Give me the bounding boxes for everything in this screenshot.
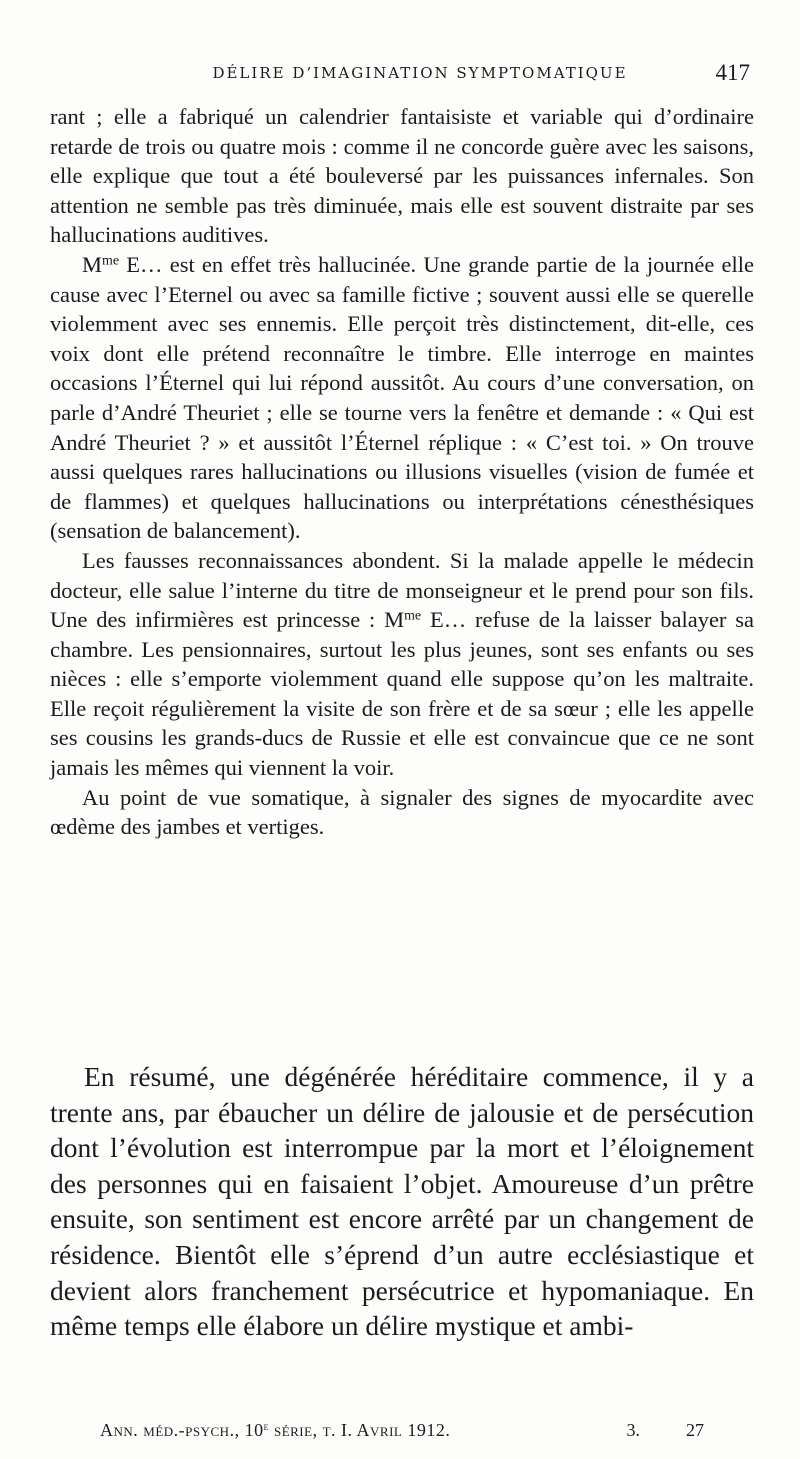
honorific-prefix: M xyxy=(82,251,103,277)
paragraph-3 xyxy=(50,546,754,783)
summary-section xyxy=(50,1059,754,1344)
sheet-number: 27 xyxy=(686,1420,704,1440)
page-footer xyxy=(100,1420,750,1446)
honorific-superscript: me xyxy=(404,608,422,624)
page-number: 417 xyxy=(715,60,750,85)
journal-citation-a: Ann. méd.-psych., 10 xyxy=(100,1420,264,1440)
summary-paragraph: En résumé, une dégénérée héréditaire commence, il y a trente ans, par ébaucher un délire de jalousie et de persécution dont l’évolution est interrompue par la mort et l’éloignement des personnes qui en faisaient l’objet. Amoureuse d’un prêtre ensuite, son sentiment est encore arrêté par un changement de résidence. Bientôt elle s’éprend d’un autre ecclésiastique et devient alors franchement persécutrice et hypomaniaque. En même temps elle élabore un délire mystique et ambi- xyxy=(50,1061,754,1342)
paragraph-3-text-a: Les fausses reconnaissances abondent. Si la malade appelle le médecin docteur, elle salue l’interne du titre de monseigneur et le prend pour son fils. Une des infirmières est princesse : M xyxy=(50,547,754,633)
signature-mark: 3. xyxy=(626,1420,640,1440)
journal-citation-b: série, t. I. Avril 1912. xyxy=(268,1420,451,1440)
series-superscript: e xyxy=(263,1420,269,1433)
honorific-superscript: me xyxy=(102,253,120,269)
running-title: DÉLIRE D’IMAGINATION SYMPTOMATIQUE xyxy=(212,64,628,82)
paragraph-2 xyxy=(50,250,754,546)
paragraph-4: Au point de vue somatique, à signaler des signes de myocardite avec œdème des jambes et vertiges. xyxy=(50,784,754,840)
running-head xyxy=(50,60,750,90)
paragraph-1: rant ; elle a fabriqué un calendrier fantaisiste et variable qui d’ordinaire retarde de trois ou quatre mois : comme il ne concorde guère avec les saisons, elle explique que tout a été bouleversé par les puissances infernales. Son attention ne semble pas très diminuée, mais elle est souvent distraite par ses hallucinations auditives. xyxy=(50,104,754,248)
paragraph-2-text: E… est en effet très hallucinée. Une grande partie de la journée elle cause avec l’Eternel ou avec sa famille fictive ; souvent aussi elle se querelle violemment avec ses ennemis. Elle perçoit très distinctement, dit-elle, ces voix dont elle prétend reconnaître le timbre. Elle interroge en maintes occasions l’Éternel qui lui répond aussitôt. Au cours d’une conversation, on parle d’André Theuriet ; elle se tourne vers la fenêtre et demande : « Qui est André Theuriet ? » et aussitôt l’Éternel réplique : « C’est toi. » On trouve aussi quelques rares hallucinations ou illusions visuelles (vision de fumée et de flammes) et quelques hallucinations ou interprétations cénesthésiques (sensation de balancement). xyxy=(50,251,754,544)
journal-citation xyxy=(100,1420,450,1441)
paragraph-3-text-b: E… refuse de la laisser balayer sa chambre. Les pensionnaires, surtout les plus jeunes, sont ses enfants ou ses nièces : elle s’emporte violemment quand elle suppose qu’on les maltraite. Elle reçoit régulièrement la visite de son frère et de sa sœur ; elle les appelle ses cousins les grands-ducs de Russie et elle est convaincue que ce ne sont jamais les mêmes qui viennent la voir. xyxy=(50,607,754,781)
case-description xyxy=(50,102,754,842)
